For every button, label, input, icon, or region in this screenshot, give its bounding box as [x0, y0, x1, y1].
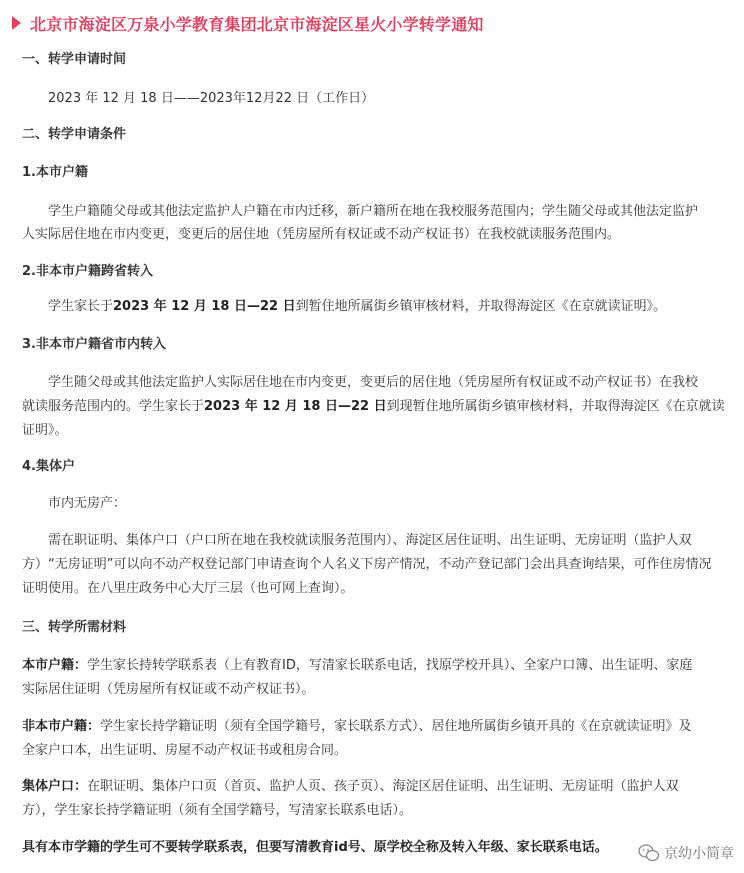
materials-nonlocal-line2: 全家户口本，出生证明、房屋不动产权证书或租房合同。	[22, 743, 348, 758]
materials-label: 非本市户籍：	[22, 719, 101, 734]
collective-subheading: 市内无房产：	[48, 496, 127, 511]
watermark	[638, 843, 734, 863]
materials-text: 学生家长持转学联系表（上有教育ID，写清家长联系电话，找原学校开具）、全家户口簿、出生证明、家庭	[87, 658, 693, 673]
condition-intra-line2	[22, 396, 726, 418]
date-range-bold: 2023 年 12 月 18 日—22 日	[113, 299, 296, 314]
condition-local-line2: 人实际居住地在市内变更，变更后的居住地（凭房屋所有权证或不动产权证书）在我校就读服务范围内。	[22, 227, 621, 242]
materials-label: 集体户口：	[22, 779, 88, 794]
collective-line3: 证明使用。在八里庄政务中心大厅三层（也可网上查询）。	[22, 581, 354, 596]
section-heading-materials: 三、转学所需材料	[22, 620, 127, 635]
date-range-bold: 2023 年 12 月 18 日—22 日	[204, 399, 387, 414]
text-pre: 学生家长于	[48, 299, 114, 314]
materials-local-line2: 实际居住证明（凭房屋所有权证或不动产权证书）。	[22, 682, 315, 697]
materials-label: 本市户籍：	[22, 658, 88, 673]
condition-heading-cross-province: 2.非本市户籍跨省转入	[22, 264, 153, 279]
page-title: 北京市海淀区万泉小学教育集团北京市海淀区星火小学转学通知	[30, 14, 484, 34]
condition-heading-collective: 4.集体户	[22, 459, 75, 474]
condition-heading-local: 1.本市户籍	[22, 165, 88, 180]
collective-line1: 需在职证明、集体户口（户口所在地在我校就读服务范围内）、海淀区居住证明、出生证明、无房证明（监护人双	[48, 533, 692, 548]
materials-text: 学生家长持学籍证明（须有全国学籍号，家长联系方式）、居住地所属街乡镇开具的《在京就读证明》及	[100, 719, 692, 734]
materials-note: 具有本市学籍的学生可不要转学联系表，但要写清教育id号、原学校全称及转入年级、家长联系电话。	[22, 840, 608, 855]
condition-intra-line3: 证明》。	[22, 423, 68, 438]
condition-heading-intra: 3.非本市户籍省市内转入	[22, 337, 166, 352]
watermark-text: 京幼小简章	[664, 846, 734, 862]
application-dates: 2023 年 12 月 18 日——2023年12月22 日（工作日）	[48, 91, 375, 106]
section-heading-conditions: 二、转学申请条件	[22, 127, 127, 142]
materials-collective-line2: 方），学生家长持学籍证明（须有全国学籍号，写清家长联系电话）。	[22, 803, 413, 818]
text-post: 到现暂住地所属街乡镇审核材料，并取得海淀区《在京就读	[386, 399, 725, 414]
materials-local-line1	[22, 655, 726, 677]
materials-text: 在职证明、集体户口页（首页、监护人页、孩子页）、海淀区居住证明、出生证明、无房证明（监护人双	[87, 779, 679, 794]
text-pre: 就读服务范围内的。学生家长于	[22, 399, 205, 414]
section-heading-time: 一、转学申请时间	[22, 52, 127, 67]
materials-collective-line1	[22, 776, 726, 798]
materials-nonlocal-line1	[22, 716, 726, 738]
condition-local-line1: 学生户籍随父母或其他法定监护人户籍在市内迁移，新户籍所在地在我校服务范围内；学生随父母或其他法定监护	[48, 204, 699, 219]
collective-line2: 方）“无房证明”可以向不动产权登记部门申请查询个人名义下房产情况，不动产登记部门会出具查询结果，可作住房情况	[22, 557, 712, 572]
title-marker-icon	[12, 16, 21, 30]
title-bar	[8, 6, 736, 40]
condition-cross-province-text	[48, 296, 726, 318]
condition-intra-line1: 学生随父母或其他法定监护人实际居住地在市内变更，变更后的居住地（凭房屋所有权证或不动产权证书）在我校	[48, 375, 699, 390]
wechat-icon	[638, 843, 660, 863]
text-post: 到暂住地所属街乡镇审核材料，并取得海淀区《在京就读证明》。	[295, 299, 667, 314]
